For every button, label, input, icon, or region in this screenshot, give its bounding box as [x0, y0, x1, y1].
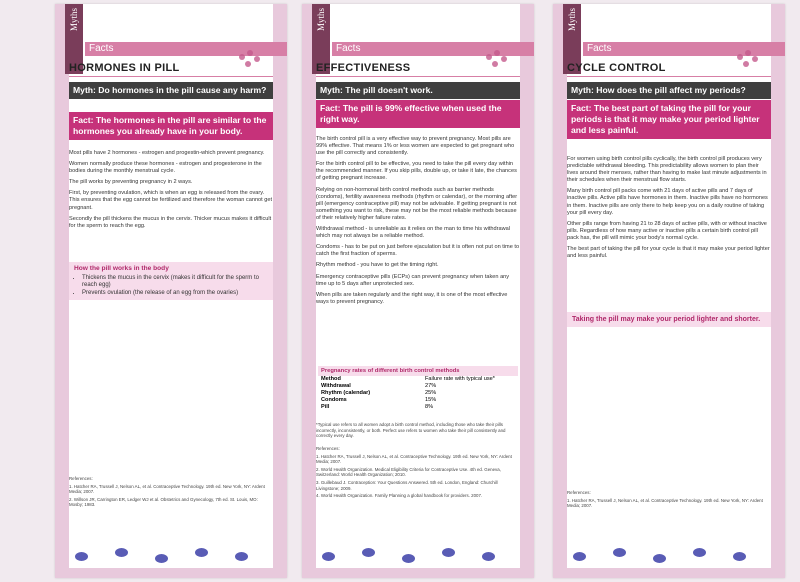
list-item: • Prevents ovulation (the release of an egg from the ovaries) [82, 290, 268, 298]
paragraph: For women using birth control pills cyclically, the birth control pill produces very predictable withdrawal bleeding. This predictability allows women to plan their lives around their menses, rather than having to make last minute adjustments in their schedules when their menstrual flow starts. [567, 156, 767, 184]
reference-item: 3. Guillebaud J. Contraception: Your Questions Answered. 5th ed. London, England: Churchill Livingstone; 2009. [316, 479, 498, 491]
table-cell: 15% [425, 397, 437, 403]
reference-item: 2. Willson JR, Carrington ER, Ledger WJ et al. Obstetrics and Gynecology, 7th ed. St. Louis, MO: Mosby; 1983. [69, 496, 258, 508]
paragraph: Other pills range from having 21 to 28 days of active pills, with or without inactive pills. Regardless of how many active or inactive pills a certain birth control pill pack has, the pill will mimic your body's normal cycle. [567, 220, 767, 241]
section-title: CYCLE CONTROL [567, 62, 666, 74]
flowers-decoration [322, 542, 514, 566]
myth-box: Myth: How does the pill affect my periods? [567, 82, 771, 99]
pregnancy-rates-table [318, 366, 518, 411]
divider [316, 76, 520, 77]
paragraph: The birth control pill is a very effective way to prevent pregnancy. Most pills are 99% effective. That means 1% or less women are expected to get pregnant who use the pill correctly and consistently. [316, 136, 515, 157]
table-cell: Rhythm (calendar) [321, 390, 371, 396]
callout-title: How the pill works in the body [74, 265, 169, 272]
table-cell: Withdrawal [321, 383, 351, 389]
myths-tab: Myths [312, 4, 330, 74]
flowers-decoration [573, 542, 765, 566]
references-title: References: [316, 446, 340, 451]
myth-box: Myth: The pill doesn't work. [316, 82, 520, 99]
table-cell: 27% [425, 383, 437, 389]
body-text [316, 136, 520, 310]
flowers-decoration [75, 542, 267, 566]
paragraph: When pills are taken regularly and the right way, it is one of the most effective ways to prevent pregnancy. [316, 291, 508, 305]
panel-effectiveness [302, 4, 534, 578]
body-text [69, 150, 273, 234]
reference-item: 1. Hatcher RA, Trussell J, Nelson AL, et al. Contraceptive Technology. 19th ed. New York, NY: Ardent Media; 2007. [69, 483, 265, 495]
myth-box: Myth: Do hormones in the pill cause any harm? [69, 82, 273, 99]
section-title: EFFECTIVENESS [316, 62, 411, 74]
footnote-text: *Typical use refers to all women adopt a birth control method, including those who take their pills incorrectly, inconsistently, or both. Perfect use refers to women who take their pill consistently and correctly every day. [316, 422, 506, 439]
reference-item: 4. World Health Organization. Family Planning a global handbook for providers. 2007. [316, 493, 483, 499]
how-pill-works-box [69, 262, 273, 300]
table-cell: 25% [425, 390, 437, 396]
blossom-icon [239, 50, 265, 70]
column-header: Method [321, 376, 341, 382]
paragraph: Relying on non-hormonal birth control methods such as barrier methods (condoms), fertility awareness methods (rhythm or calendar), or the morning after pill (emergency contraceptive pill) may not be advisable. If getting pregnant is not something you want to risk, these may not be the most reliable methods because of their relatively higher failure rates. [316, 186, 518, 221]
paragraph: Rhythm method - you have to get the timing right. [316, 262, 439, 269]
paragraph: First, by preventing ovulation, which is when an egg is released from the ovary. This ensures that the egg cannot be fertilized and therefore the woman cannot get pregnant. [69, 190, 273, 211]
blossom-icon [486, 50, 512, 70]
paragraph: Emergency contraceptive pills (ECPs) can prevent pregnancy when taken any time up to 5 days after unprotected sex. [316, 273, 510, 287]
myths-tab: Myths [563, 4, 581, 74]
fact-box: Fact: The hormones in the pill are similar to the hormones you already have in your body. [69, 112, 273, 140]
body-text [567, 156, 771, 264]
facts-bar: Facts [332, 42, 534, 56]
highlight-box: Taking the pill may make your period lighter and shorter. [567, 312, 771, 327]
table-row [318, 383, 518, 390]
reference-item: 1. Hatcher RA, Trussell J, Nelson AL, et al. Contraceptive Technology. 19th ed. New York, NY: Ardent Media; 2007. [567, 497, 763, 509]
blossom-icon [737, 50, 763, 70]
reference-item: 1. Hatcher RA, Trussell J, Nelson AL, et al. Contraceptive Technology. 19th ed. New York, NY: Ardent Media; 2007. [316, 453, 512, 465]
divider [69, 76, 273, 77]
table-cell: Condoms [321, 397, 347, 403]
paragraph: The best part of taking the pill for your cycle is that it may make your period lighter and less painful. [567, 246, 770, 260]
facts-bar: Facts [85, 42, 287, 56]
divider [567, 76, 771, 77]
table-title: Pregnancy rates of different birth control methods [318, 366, 518, 376]
table-row [318, 404, 518, 411]
paragraph: Withdrawal method - is unreliable as it relies on the man to time his withdrawal which may not always be a reliable method. [316, 226, 511, 240]
references-title: References: [69, 476, 93, 481]
facts-bar: Facts [583, 42, 785, 56]
references [69, 476, 273, 510]
references-title: References: [567, 490, 591, 495]
references [567, 490, 771, 511]
column-header: Failure rate with typical use* [425, 376, 495, 382]
table-header-row [318, 376, 518, 383]
panel-hormones [55, 4, 287, 578]
references [316, 446, 520, 501]
list-item: • Thickens the mucus in the cervix (makes it difficult for the sperm to reach egg) [82, 275, 268, 290]
section-title: HORMONES IN PILL [69, 62, 180, 74]
myths-tab: Myths [65, 4, 83, 74]
fact-box: Fact: The pill is 99% effective when used the right way. [316, 100, 520, 128]
table-cell: Pill [321, 404, 330, 410]
reference-item: 2. World Health Organization. Medical Eligibility Criteria for Contraceptive Use. 4th ed. Geneva, Switzerland: World Health Organization; 2010. [316, 466, 501, 478]
paragraph: Women normally produce these hormones - estrogen and progesterone in the bodies during the monthly menstrual cycle. [69, 161, 262, 175]
panel-cycle-control [553, 4, 785, 578]
paragraph: Many birth control pill packs come with 21 days of active pills and 7 days of inactive pills. Active pills have hormones in them. Inactive pills have no hormones in them. Inactive pills are only there to help keep you on a daily routine of taking your pill every day. [567, 188, 768, 216]
footnote [316, 422, 520, 441]
table-row [318, 390, 518, 397]
paragraph: For the birth control pill to be effective, you need to take the pill every day within the recommended manner. If you skip pills, double up, or take it late, the chances of getting pregnant increase. [316, 161, 517, 182]
paragraph: Condoms - has to be put on just before ejaculation but it is often not put on time to catch the first fraction of sperms. [316, 244, 520, 258]
paragraph: Most pills have 2 hormones - estrogen and progestin-which prevent pregnancy. [69, 150, 265, 156]
paragraph: The pill works by preventing pregnancy in 2 ways. [69, 179, 193, 186]
paragraph: Secondly the pill thickens the mucus in the cervix. Thicker mucus makes it difficult for the sperm to reach the egg. [69, 215, 272, 229]
fact-box: Fact: The best part of taking the pill for your periods is that it may make your period lighter and less painful. [567, 100, 771, 139]
table-row [318, 397, 518, 404]
table-cell: 8% [425, 404, 434, 410]
